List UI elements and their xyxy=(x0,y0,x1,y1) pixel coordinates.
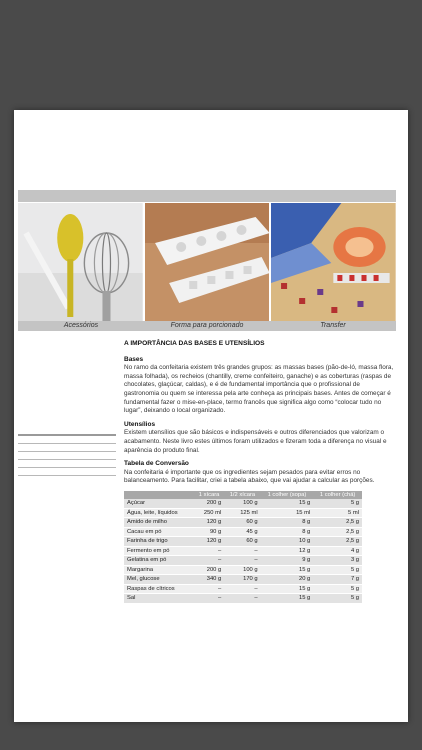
section-title-conversion: Tabela de Conversão xyxy=(124,460,189,468)
ingredient-cell: Mel, glucose xyxy=(124,575,194,585)
measure-cell: 8 g xyxy=(261,527,314,537)
document-page xyxy=(14,110,408,722)
ingredient-cell: Farinha de trigo xyxy=(124,537,194,547)
measure-cell: 15 g xyxy=(261,584,314,594)
table-row xyxy=(124,594,362,604)
ingredient-cell: Margarina xyxy=(124,565,194,575)
table-row xyxy=(124,546,362,556)
measure-cell: 2,5 g xyxy=(313,527,362,537)
measure-cell: 100 g xyxy=(224,565,260,575)
measure-cell: 340 g xyxy=(194,575,224,585)
measure-cell: 200 g xyxy=(194,565,224,575)
table-header-row xyxy=(124,491,362,500)
measure-cell: 10 g xyxy=(261,537,314,547)
measure-cell: – xyxy=(194,556,224,566)
measure-cell: 5 g xyxy=(313,499,362,508)
side-decoration-lines xyxy=(18,434,116,483)
ingredient-cell: Cacau em pó xyxy=(124,527,194,537)
measure-cell: 15 g xyxy=(261,499,314,508)
ingredient-cell: Sal xyxy=(124,594,194,604)
measure-cell: 15 g xyxy=(261,594,314,604)
measure-cell: 7 g xyxy=(313,575,362,585)
measure-cell: – xyxy=(224,584,260,594)
measure-cell: – xyxy=(194,546,224,556)
table-header-cell: 1/2 xícara xyxy=(224,491,260,500)
measure-cell: – xyxy=(194,594,224,604)
measure-cell: 250 ml xyxy=(194,508,224,518)
section-text-utensils: Existem utensílios que são básicos e indispensáveis e outros diferenciados que valorizam o acabamento. Neste livro estes últimos foram utilizados e fizeram toda a diferença no visual e aparência do produto final. xyxy=(124,429,387,454)
table-row xyxy=(124,518,362,528)
photo-accessories xyxy=(18,203,143,321)
section-title-bases: Bases xyxy=(124,355,144,363)
measure-cell: 5 g xyxy=(313,594,362,604)
ingredient-cell: Raspas de cítricos xyxy=(124,584,194,594)
measure-cell: 120 g xyxy=(194,537,224,547)
measure-cell: – xyxy=(224,594,260,604)
table-row xyxy=(124,508,362,518)
measure-cell: 9 g xyxy=(261,556,314,566)
table-row xyxy=(124,565,362,575)
measure-cell: 2,5 g xyxy=(313,537,362,547)
measure-cell: 120 g xyxy=(194,518,224,528)
measure-cell: 20 g xyxy=(261,575,314,585)
measure-cell: 100 g xyxy=(224,499,260,508)
table-row xyxy=(124,556,362,566)
caption-portion-mold: Forma para porcionado xyxy=(170,322,244,329)
conversion-table xyxy=(124,491,362,604)
photo-transfer xyxy=(271,203,396,321)
ingredient-cell: Água, leite, líquidos xyxy=(124,508,194,518)
table-header-cell: 1 colher (sopa) xyxy=(261,491,314,500)
measure-cell: 15 ml xyxy=(261,508,314,518)
section-text-bases: No ramo da confeitaria existem três grandes grupos: as massas bases (pão-de-ló, massa flora, massa folhada), os recheios (chantilly, creme confeiteiro, ganache) e as coberturas (raspas de chocolates, glaçúcar, caldas), e é de fundamental importância que o profissional de gastronomia ou quem se interessa pela arte conheça as principais bases. Antes de começar é fundamental fazer o mise-en-place, termo francês que significa algo como “colocar tudo no lugar”, deixando o local organizado. xyxy=(124,364,394,415)
table-row xyxy=(124,499,362,508)
article-heading: A IMPORTÂNCIA DAS BASES E UTENSÍLIOS xyxy=(124,340,265,347)
table-row xyxy=(124,527,362,537)
section-text-conversion: Na confeitaria é importante que os ingredientes sejam pesados para evitar erros no balanceamento. Para facilitar, criei a tabela abaixo, que vai ajudar a calcular as porções. xyxy=(124,468,375,485)
measure-cell: – xyxy=(224,556,260,566)
measure-cell: 4 g xyxy=(313,546,362,556)
table-header-cell: 1 xícara xyxy=(194,491,224,500)
measure-cell: 170 g xyxy=(224,575,260,585)
table-row xyxy=(124,537,362,547)
measure-cell: 5 ml xyxy=(313,508,362,518)
caption-transfer: Transfer xyxy=(320,322,346,329)
table-header-cell xyxy=(124,491,194,500)
article-content xyxy=(124,340,394,604)
photo-strip xyxy=(18,203,396,321)
section-title-utensils: Utensílios xyxy=(124,420,156,428)
ingredient-cell: Amido de milho xyxy=(124,518,194,528)
measure-cell: 45 g xyxy=(224,527,260,537)
table-body xyxy=(124,499,362,603)
measure-cell: 2,5 g xyxy=(313,518,362,528)
measure-cell: 12 g xyxy=(261,546,314,556)
table-row xyxy=(124,575,362,585)
table-row xyxy=(124,584,362,594)
ingredient-cell: Açúcar xyxy=(124,499,194,508)
caption-bar xyxy=(18,321,396,331)
measure-cell: 60 g xyxy=(224,518,260,528)
measure-cell: 8 g xyxy=(261,518,314,528)
ingredient-cell: Gelatina em pó xyxy=(124,556,194,566)
measure-cell: 15 g xyxy=(261,565,314,575)
measure-cell: 125 ml xyxy=(224,508,260,518)
measure-cell: 3 g xyxy=(313,556,362,566)
ingredient-cell: Fermento em pó xyxy=(124,546,194,556)
measure-cell: 5 g xyxy=(313,565,362,575)
measure-cell: 5 g xyxy=(313,584,362,594)
photo-portion-mold xyxy=(145,203,270,321)
measure-cell: 90 g xyxy=(194,527,224,537)
measure-cell: – xyxy=(194,584,224,594)
header-bar xyxy=(18,190,396,202)
table-header-cell: 1 colher (chá) xyxy=(313,491,362,500)
measure-cell: – xyxy=(224,546,260,556)
caption-accessories: Acessórios xyxy=(63,322,99,329)
measure-cell: 200 g xyxy=(194,499,224,508)
measure-cell: 60 g xyxy=(224,537,260,547)
